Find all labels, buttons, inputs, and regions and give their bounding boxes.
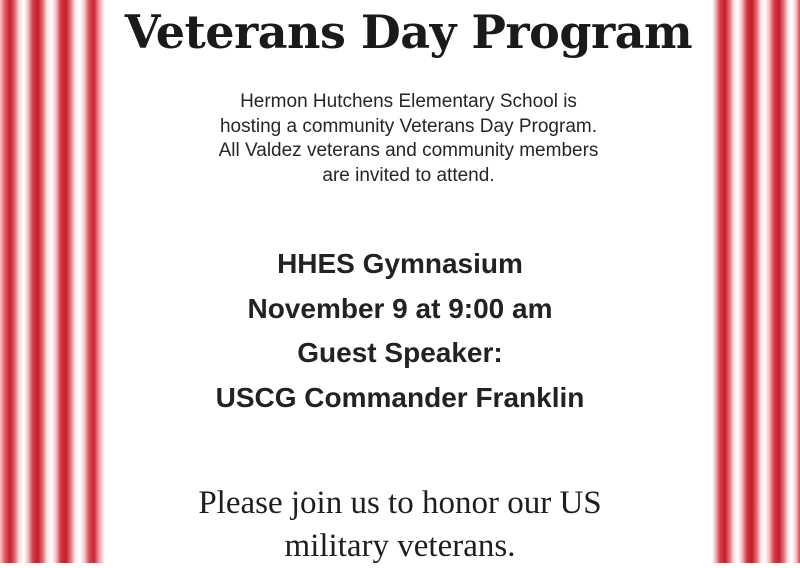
event-details xyxy=(105,242,695,420)
right-red-stripe-border xyxy=(712,0,800,563)
intro-paragraph xyxy=(105,90,712,188)
event-date-time: November 9 at 9:00 am xyxy=(247,292,553,324)
event-location: HHES Gymnasium xyxy=(277,248,523,279)
closing-line: Please join us to honor our US xyxy=(198,485,602,521)
intro-line: Hermon Hutchens Elementary School is xyxy=(240,91,577,112)
guest-speaker-name: USCG Commander Franklin xyxy=(215,381,585,413)
flyer-content xyxy=(105,0,712,563)
intro-line: hosting a community Veterans Day Program. xyxy=(219,115,597,137)
intro-line: All Valdez veterans and community members xyxy=(218,140,599,161)
guest-speaker-label: Guest Speaker: xyxy=(297,337,503,368)
intro-line: are invited to attend. xyxy=(322,164,495,186)
closing-line: military veterans. xyxy=(284,528,516,564)
left-red-stripe-border xyxy=(0,0,105,563)
closing-message xyxy=(105,482,695,568)
flyer-title: Veterans Day Program xyxy=(124,5,693,59)
